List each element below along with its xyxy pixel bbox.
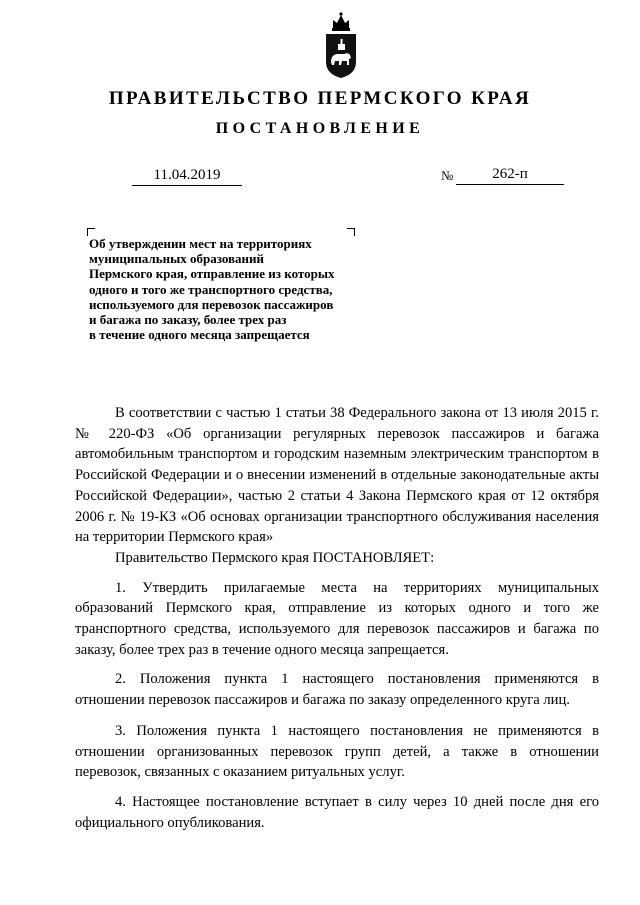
decree-paragraph: Правительство Пермского края ПОСТАНОВЛЯЕТ: xyxy=(115,549,435,566)
preamble-paragraph: В соответствии с частью 1 статьи 38 Федерального закона от 13 июля 2015 г. № 220-ФЗ «Об организации регулярных перевозок пассажиров и багажа автомобильным транспортом и городским наземным электрическим транспортом в Российской Федерации и о внесении изменений в отдельные законодательные акты Российской Федерации», частью 2 статьи 4 Закона Пермского края от 12 октября 2006 г. № 19-КЗ «Об основах организации транспортного обслуживания населения на территории Пермского края» xyxy=(75,405,599,546)
document-body xyxy=(75,403,599,833)
document-date: 11.04.2019 xyxy=(153,167,221,183)
item-2-paragraph: 2. Положения пункта 1 настоящего постановления применяются в отношении перевозок пассажиров и багажа по заказу определенного круга лиц. xyxy=(75,671,599,709)
subject-line: одного и того же транспортного средства, xyxy=(89,281,333,297)
number-underline xyxy=(456,184,564,185)
subject-bracket-left xyxy=(87,228,95,236)
document-number: 262-п xyxy=(492,166,528,182)
perm-krai-coat-of-arms-icon xyxy=(322,8,360,84)
item-3-paragraph: 3. Положения пункта 1 настоящего постановления не применяются в отношении организованных перевозок групп детей, а также в отношении перевозок, связанных с оказанием ритуальных услуг. xyxy=(75,722,599,781)
subject-line: муниципальных образований xyxy=(89,251,265,267)
date-underline xyxy=(132,185,242,186)
subject-line: используемого для перевозок пассажиров xyxy=(89,296,334,312)
government-title: ПРАВИТЕЛЬСТВО ПЕРМСКОГО КРАЯ xyxy=(108,88,532,109)
subject-line: в течение одного месяца запрещается xyxy=(89,327,310,343)
document-subject xyxy=(89,236,389,342)
item-1-paragraph: 1. Утвердить прилагаемые места на территориях муниципальных образований Пермского края, отправление из которых одного и того же транспортного средства, используемого для перевозок пассажиров и багажа по заказу, более трех раз в течение одного месяца запрещается. xyxy=(75,579,599,658)
subject-line: и багажа по заказу, более трех раз xyxy=(89,312,287,328)
subject-bracket-right xyxy=(347,228,355,236)
document-type-title: ПОСТАНОВЛЕНИЕ xyxy=(215,120,425,137)
subject-line: Пермского края, отправление из которых xyxy=(89,266,335,282)
subject-line: Об утверждении мест на территориях xyxy=(89,236,312,251)
number-sign: № xyxy=(441,168,454,183)
item-4-paragraph: 4. Настоящее постановление вступает в силу через 10 дней после дня его официального опубликования. xyxy=(75,793,599,831)
